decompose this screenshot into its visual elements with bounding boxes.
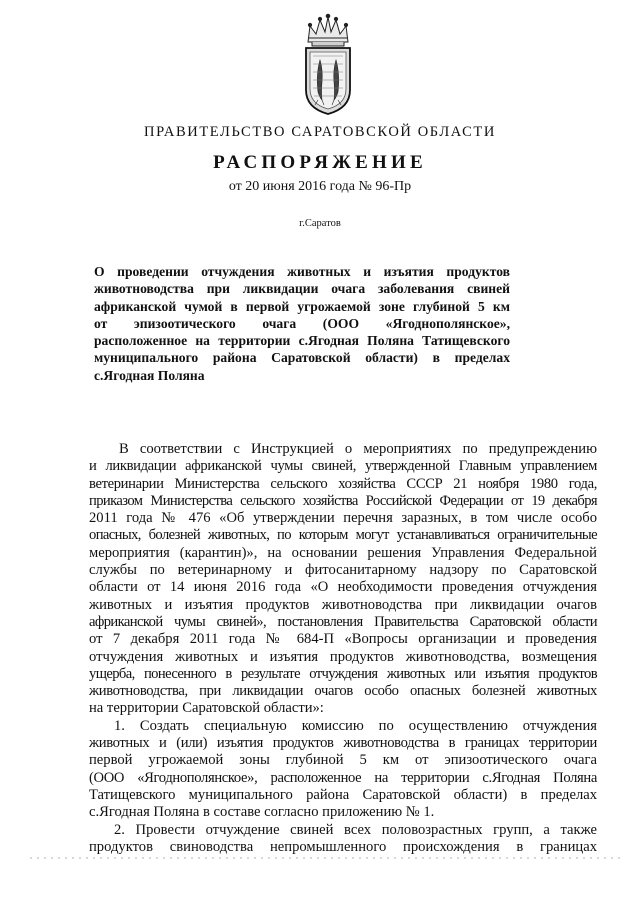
body-line: В соответствии с Инструкцией о мероприятиях по предупреждению bbox=[119, 441, 597, 457]
body-line: 2. Провести отчуждение свиней всех половозрастных групп, а также bbox=[114, 821, 597, 838]
body-line: на территории Саратовской области»: bbox=[89, 700, 324, 717]
body-line: с.Ягодная Поляна в составе согласно приложению № 1. bbox=[89, 804, 435, 821]
body-line: ущерба, понесенного в результате отчуждения животных или изъятия продуктов bbox=[89, 665, 597, 682]
body-line: (ООО «Ягоднополянское», расположенное на территории с.Ягодная Поляна bbox=[89, 769, 597, 786]
subject-line: от эпизоотического очага (ООО «Ягоднополянское», bbox=[94, 315, 510, 331]
body-line: области от 14 июня 2016 года «О необходимости проведения отчуждения bbox=[89, 579, 597, 596]
body-line: и ликвидации африканской чумы свиней, утвержденной Главным управлением bbox=[89, 458, 597, 475]
body-line: животных и (или) изъятия продуктов животноводства в границах территории bbox=[89, 735, 597, 752]
document-city: г.Саратов bbox=[299, 218, 341, 229]
subject-line: с.Ягодная Поляна bbox=[94, 367, 205, 383]
subject-line: О проведении отчуждения животных и изъятия продуктов bbox=[94, 264, 510, 279]
body-line: приказом Министерства сельского хозяйства Российской Федерации от 19 декабря bbox=[89, 492, 597, 509]
subject-line: африканской чумой в первой угрожаемой зоне глубиной 5 км bbox=[94, 298, 510, 314]
body-line: опасных, болезней животных, по которым могут устанавливаться ограничительные bbox=[89, 527, 597, 544]
body-line: службы по ветеринарному и фитосанитарному надзору по Саратовской bbox=[89, 562, 597, 579]
body-line: Татищевского муниципального района Саратовской области) в пределах bbox=[89, 786, 597, 803]
body-line: мероприятия (карантин)», на основании решения Управления Федеральной bbox=[89, 544, 597, 561]
body-line: ветеринарии Министерства сельского хозяйства СССР 21 ноября 1980 года, bbox=[89, 475, 597, 492]
subject-line: животноводства при ликвидации очага заболевания свиней bbox=[94, 281, 510, 297]
body-line: от 7 декабря 2011 года № 684-П «Вопросы организации и проведения bbox=[89, 631, 597, 648]
body-line: отчуждения животных и изъятия продуктов животноводства, возмещения bbox=[89, 648, 597, 665]
scan-artifact bbox=[0, 855, 640, 861]
body-line: первой угрожаемой зоны глубиной 5 км от эпизоотического очага bbox=[89, 752, 597, 769]
body-line: продуктов свиноводства непромышленного происхождения в границах bbox=[89, 838, 597, 855]
saratov-coat-of-arms-icon bbox=[298, 12, 358, 117]
body-line: африканской чумы свиней», постановления Правительства Саратовской области bbox=[89, 613, 597, 630]
document-date-number: от 20 июня 2016 года № 96-Пр bbox=[228, 179, 412, 194]
subject-line: муниципального района Саратовской области) в пределах bbox=[94, 350, 510, 366]
body-line: животноводства, при ликвидации очагов особо опасных болезней животных bbox=[89, 683, 597, 700]
body-line: 1. Создать специальную комиссию по осуществлению отчуждения bbox=[114, 717, 597, 734]
document-type: РАСПОРЯЖЕНИЕ bbox=[213, 152, 427, 173]
subject-line: расположенное на территории с.Ягодная Поляна Татищевского bbox=[94, 333, 510, 349]
body-line: 2011 года № 476 «Об утверждении перечня заразных, в том числе особо bbox=[89, 510, 597, 527]
subject-heading bbox=[94, 263, 510, 384]
body-line: животных и изъятия продуктов животноводства при ликвидации очагов bbox=[89, 596, 597, 613]
government-title: ПРАВИТЕЛЬСТВО САРАТОВСКОЙ ОБЛАСТИ bbox=[144, 124, 496, 140]
document-body bbox=[89, 441, 597, 856]
